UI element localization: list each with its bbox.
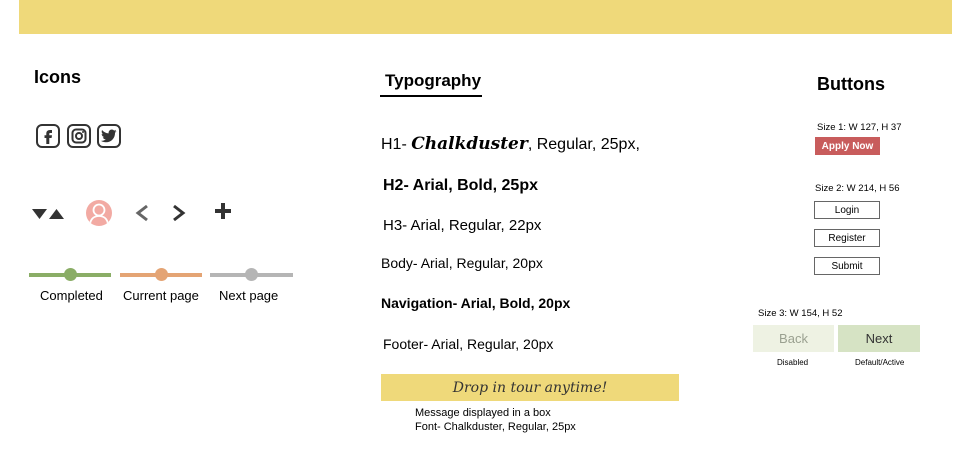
progress-next-dot xyxy=(245,268,258,281)
progress-current-label: Current page xyxy=(123,288,199,303)
back-button[interactable]: Back xyxy=(753,325,834,352)
h2-spec: H2- Arial, Bold, 25px xyxy=(383,177,538,194)
active-caption: Default/Active xyxy=(855,358,905,367)
size3-label: Size 3: W 154, H 52 xyxy=(758,308,843,319)
apply-now-button[interactable]: Apply Now xyxy=(815,137,880,155)
twitter-icon[interactable] xyxy=(97,124,121,148)
h1-spec-font: Chalkduster xyxy=(411,134,528,154)
size1-label: Size 1: W 127, H 37 xyxy=(817,122,902,133)
buttons-section-title: Buttons xyxy=(817,74,885,94)
sort-icon[interactable] xyxy=(32,207,66,225)
message-note-line2: Font- Chalkduster, Regular, 25px xyxy=(415,421,576,433)
typography-section-title: Typography xyxy=(385,71,482,90)
next-button[interactable]: Next xyxy=(838,325,920,352)
h1-spec-prefix: H1- xyxy=(381,136,412,153)
plus-icon[interactable] xyxy=(212,200,234,227)
facebook-icon[interactable] xyxy=(36,124,60,148)
submit-button[interactable]: Submit xyxy=(814,257,880,275)
h1-spec xyxy=(381,134,640,154)
icons-section-title: Icons xyxy=(34,67,82,87)
footer-spec: Footer- Arial, Regular, 20px xyxy=(383,336,554,352)
h3-spec: H3- Arial, Regular, 22px xyxy=(383,217,542,234)
message-box-note xyxy=(415,406,576,434)
top-banner xyxy=(19,0,952,34)
register-button[interactable]: Register xyxy=(814,229,880,247)
body-spec: Body- Arial, Regular, 20px xyxy=(381,255,543,271)
message-box: Drop in tour anytime! xyxy=(381,374,679,401)
progress-completed-label: Completed xyxy=(40,288,103,303)
size2-label: Size 2: W 214, H 56 xyxy=(815,183,900,194)
h1-spec-rest: , Regular, 25px, xyxy=(527,136,640,153)
progress-next-label: Next page xyxy=(219,288,279,303)
login-button[interactable]: Login xyxy=(814,201,880,219)
instagram-icon[interactable] xyxy=(67,124,91,148)
navigation-spec: Navigation- Arial, Bold, 20px xyxy=(381,295,571,311)
disabled-caption: Disabled xyxy=(777,358,809,367)
chevron-left-icon[interactable] xyxy=(133,203,151,228)
progress-current-dot xyxy=(155,268,168,281)
avatar-icon[interactable] xyxy=(86,200,112,226)
message-note-line1: Message displayed in a box xyxy=(415,407,551,419)
chevron-right-icon[interactable] xyxy=(170,203,188,228)
typography-title-underline xyxy=(380,95,482,97)
progress-completed-dot xyxy=(64,268,77,281)
